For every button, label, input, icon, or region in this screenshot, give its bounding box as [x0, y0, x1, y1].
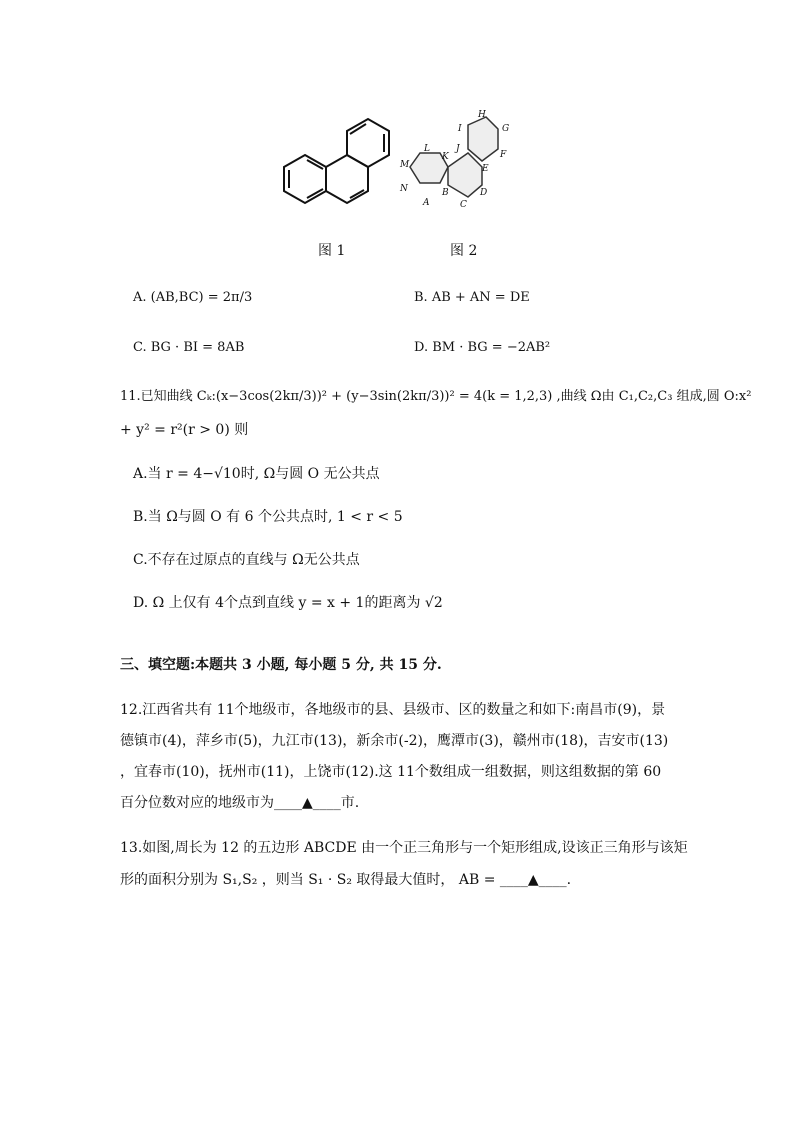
figure-1-phenanthrene	[280, 110, 400, 210]
label-N: N	[400, 184, 408, 194]
figure-1-caption: 图 1	[318, 243, 346, 259]
q10-option-d: D. BM · BG = −2AB²	[414, 340, 551, 355]
label-L: L	[424, 144, 430, 154]
label-K: K	[442, 152, 449, 162]
figure-2-caption: 图 2	[450, 243, 478, 259]
figure-2-labelled-hexagons	[398, 105, 518, 215]
label-F: F	[500, 150, 507, 160]
q12-line3: ，宜春市(10)，抚州市(11)，上饶市(12).这 11个数组成一组数据，则这组数据的第 60	[120, 764, 662, 780]
q12-line4: 百分位数对应的地级市为____▲____市.	[120, 795, 360, 811]
label-B: B	[442, 188, 449, 198]
q11-option-a: A.当 r = 4−√10时, Ω与圆 O 无公共点	[133, 466, 380, 482]
q10-option-c: C. BG · BI = 8AB	[133, 340, 245, 355]
label-E: E	[482, 164, 489, 174]
label-J: J	[456, 144, 460, 154]
label-I: I	[458, 124, 462, 134]
q11-option-d: D. Ω 上仅有 4个点到直线 y = x + 1的距离为 √2	[133, 595, 443, 611]
q13-line2: 形的面积分别为 S₁,S₂ ，则当 S₁ · S₂ 取得最大值时， AB = ____▲____.	[120, 872, 572, 888]
label-C: C	[460, 200, 467, 210]
q13-line1: 13.如图,周长为 12 的五边形 ABCDE 由一个正三角形与一个矩形组成,设该正三角形与该矩	[120, 840, 688, 856]
label-G: G	[502, 124, 510, 134]
q11-option-b: B.当 Ω与圆 O 有 6 个公共点时, 1 < r < 5	[133, 509, 403, 525]
label-D: D	[480, 188, 488, 198]
q12-line1: 12.江西省共有 11个地级市，各地级市的县、县级市、区的数量之和如下:南昌市(9)，景	[120, 702, 666, 718]
label-A: A	[423, 198, 430, 208]
q10-option-a: A. (AB,BC) = 2π/3	[133, 290, 253, 305]
label-H: H	[478, 110, 486, 120]
q11-stem-line1: 11.已知曲线 Cₖ:(x−3cos(2kπ/3))² + (y−3sin(2kπ/3))² = 4(k = 1,2,3) ,曲线 Ω由 C₁,C₂,C₃ 组成,圆 O:x²	[120, 389, 752, 404]
section-3-heading: 三、填空题:本题共 3 小题, 每小题 5 分, 共 15 分.	[120, 657, 442, 673]
q11-option-c: C.不存在过原点的直线与 Ω无公共点	[133, 552, 360, 568]
label-M: M	[400, 160, 410, 170]
q12-line2: 德镇市(4)，萍乡市(5)，九江市(13)，新余市(-2)，鹰潭市(3)，赣州市(18)，吉安市(13)	[120, 733, 669, 749]
q10-option-b: B. AB + AN = DE	[414, 290, 530, 305]
q11-stem-line2: + y² = r²(r > 0) 则	[120, 422, 249, 438]
